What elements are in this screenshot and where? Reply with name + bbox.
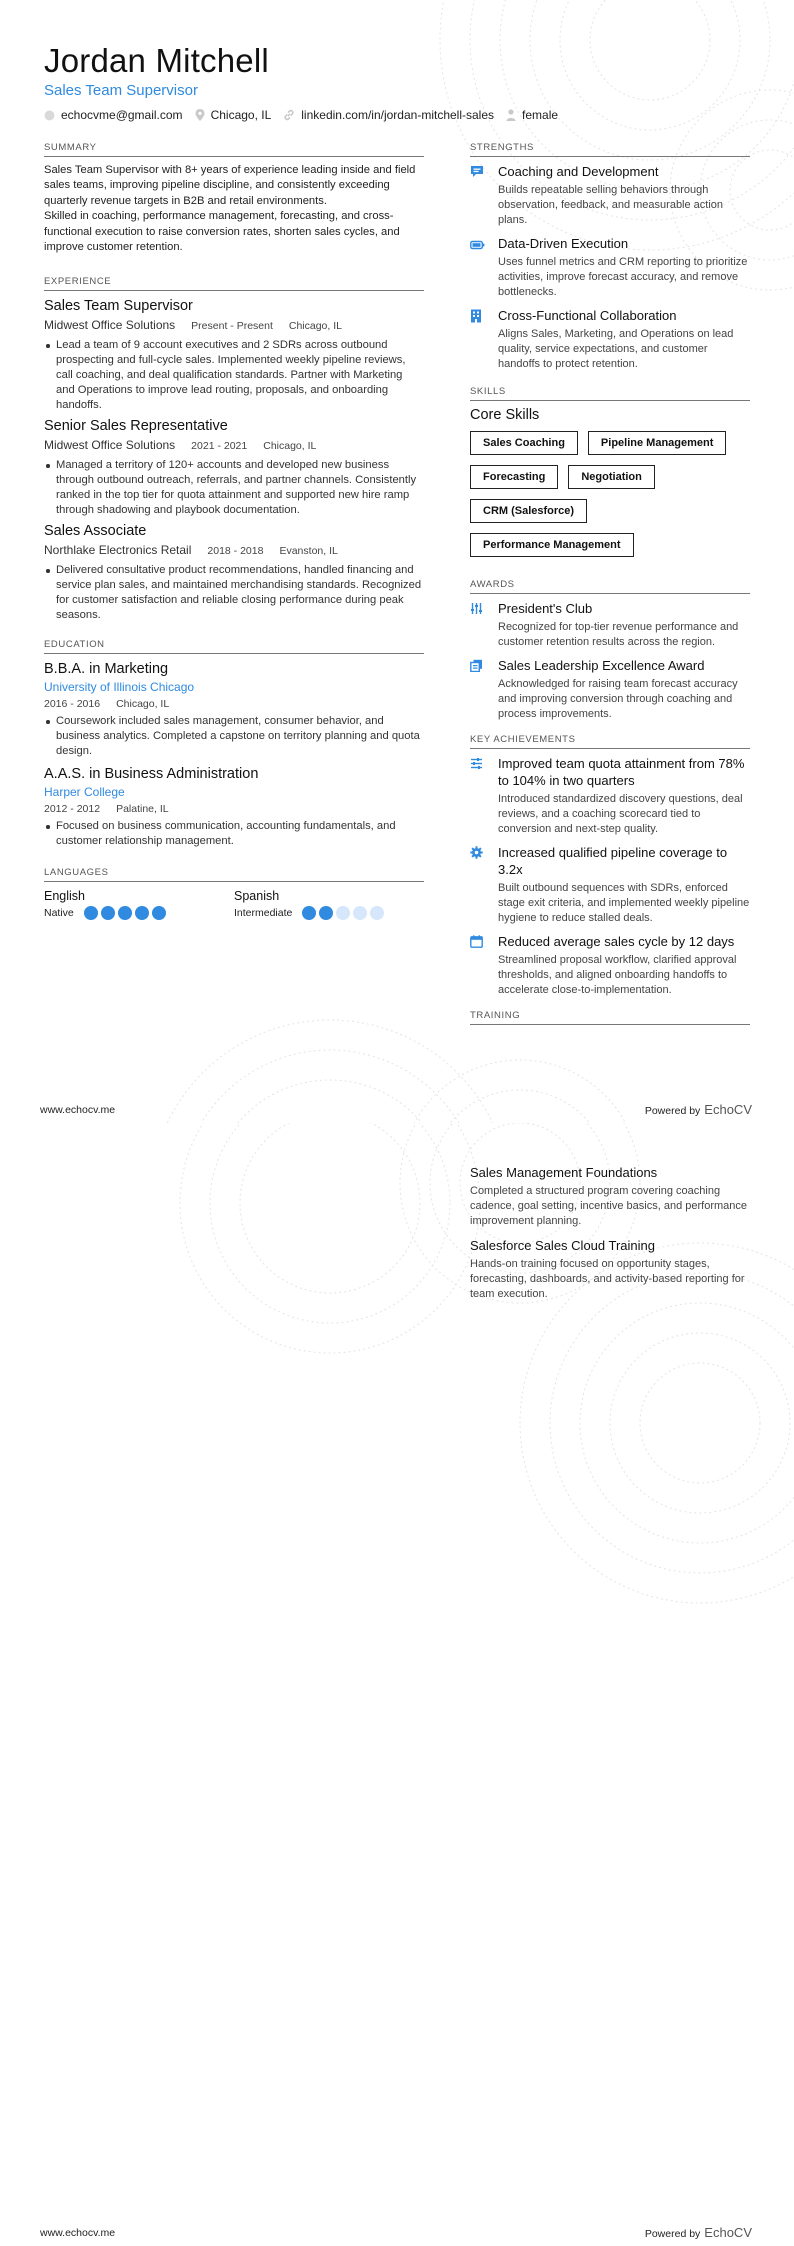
copy-icon [470, 659, 483, 672]
language-name: English [44, 889, 85, 904]
job-meta [44, 318, 424, 334]
education-entry [44, 660, 424, 759]
job-bullets [44, 563, 424, 623]
language-item [44, 888, 234, 920]
job-entry [44, 297, 424, 413]
rating-dot-empty [353, 906, 367, 920]
award-item [470, 600, 750, 650]
education-bullets [44, 819, 424, 849]
strengths-heading: STRENGTHS [470, 142, 750, 157]
job-company: Northlake Electronics Retail [44, 543, 192, 558]
rating-dot-filled [152, 906, 166, 920]
job-title: Senior Sales Representative [44, 418, 228, 435]
education-meta [44, 698, 424, 710]
award-description: Recognized for top-tier revenue performance and customer retention results across the region. [498, 621, 739, 648]
strength-title: Data-Driven Execution [498, 236, 629, 251]
skill-tag: Pipeline Management [588, 431, 726, 455]
skill-tag: Negotiation [568, 465, 655, 489]
language-item [234, 888, 424, 920]
footer-powered-label: Powered by [644, 1105, 701, 1117]
education-dates: 2016 - 2016 [44, 698, 101, 711]
education-location: Palatine, IL [116, 803, 169, 816]
achievement-title: Reduced average sales cycle by 12 days [498, 934, 735, 949]
footer-brand[interactable]: EchoCV [704, 1102, 752, 1117]
rating-dot-empty [336, 906, 350, 920]
achievement-description: Introduced standardized discovery questions, deal reviews, and a coaching scorecard tied to conversion and next-step quality. [498, 793, 743, 835]
job-bullets [44, 458, 424, 518]
education-bullet: Coursework included sales management, consumer behavior, and business analytics. Completed a capstone on territory planning and quota design. [44, 714, 424, 759]
language-rating-row [44, 906, 234, 920]
languages-section [44, 867, 424, 920]
contact-linkedin[interactable] [283, 108, 494, 122]
achievements-heading: KEY ACHIEVEMENTS [470, 734, 750, 749]
summary-paragraph: Sales Team Supervisor with 8+ years of experience leading inside and field sales teams, improving pipeline discipline, and consistently exceeding quarterly revenue targets in B2B and retail environments. [44, 164, 416, 207]
job-location: Chicago, IL [263, 440, 317, 453]
job-bullet: Lead a team of 9 account executives and 2 SDRs across outbound prospecting and full-cycle sales. Implemented weekly pipeline reviews, call coaching, and deal qualification standards. Partner with Marketing and Operations to improve lead routing, proposals, and onboarding handoffs. [44, 338, 424, 413]
rating-dot-filled [135, 906, 149, 920]
strength-item [470, 307, 750, 372]
strength-description: Builds repeatable selling behaviors through observation, feedback, and measurable action plans. [498, 184, 724, 226]
contact-gender [506, 108, 558, 122]
language-name: Spanish [234, 889, 280, 904]
job-dates: 2018 - 2018 [207, 545, 264, 558]
job-bullets [44, 338, 424, 413]
footer-brand[interactable]: EchoCV [704, 2225, 752, 2240]
achievement-description: Built outbound sequences with SDRs, enforced stage exit criteria, and implemented weekly pipeline hygiene to reduce stalled deals. [498, 882, 750, 924]
strength-description: Uses funnel metrics and CRM reporting to prioritize activities, improve forecast accuracy, and remove bottlenecks. [498, 256, 748, 298]
job-location: Evanston, IL [279, 545, 338, 558]
gear-icon [470, 846, 483, 859]
language-rating-dots [302, 906, 387, 920]
footer-website[interactable]: www.echocv.me [40, 1104, 116, 1116]
summary-paragraph: Skilled in coaching, performance management, forecasting, and cross-functional execution to raise conversion rates, shorten sales cycles, and improve customer retention. [44, 210, 400, 254]
link-icon [283, 109, 295, 121]
job-title: Sales Team Supervisor [44, 298, 193, 315]
job-dates: 2021 - 2021 [191, 440, 248, 453]
achievements-section [470, 734, 750, 998]
training-item [470, 1164, 750, 1229]
job-title: Sales Associate [44, 523, 147, 540]
skills-tags [470, 431, 750, 567]
rating-dot-filled [302, 906, 316, 920]
rating-dot-filled [84, 906, 98, 920]
education-meta [44, 803, 424, 815]
training-title: Salesforce Sales Cloud Training [470, 1238, 655, 1253]
skill-tag: Performance Management [470, 533, 634, 557]
strength-title: Cross-Functional Collaboration [498, 308, 677, 323]
language-level: Intermediate [234, 907, 293, 920]
job-meta [44, 438, 424, 454]
sliders-icon [470, 602, 483, 615]
award-title: President's Club [498, 601, 593, 616]
training-heading: TRAINING [470, 1010, 750, 1025]
languages-heading: LANGUAGES [44, 867, 424, 882]
email-icon [44, 110, 55, 121]
contact-email[interactable] [44, 108, 183, 122]
skills-section [470, 386, 750, 567]
rating-dot-filled [118, 906, 132, 920]
job-location: Chicago, IL [288, 320, 342, 333]
battery-icon [470, 240, 485, 250]
contact-email-text: echocvme@gmail.com [61, 108, 183, 122]
education-bullets [44, 714, 424, 759]
training-section-heading-block [470, 1010, 750, 1025]
skills-group-title: Core Skills [470, 407, 540, 423]
rating-dot-empty [370, 906, 384, 920]
education-degree: A.A.S. in Business Administration [44, 766, 259, 783]
achievement-item [470, 844, 750, 926]
skills-heading: SKILLS [470, 386, 750, 401]
job-bullet: Delivered consultative product recommendations, handled financing and service plan sales, and maintained merchandising standards. Recognized for customer satisfaction and reliable closing performance during peak seasons. [44, 563, 424, 623]
contact-bar [44, 108, 570, 122]
contact-location-text: Chicago, IL [210, 108, 272, 122]
rating-dot-filled [101, 906, 115, 920]
contact-gender-text: female [522, 108, 559, 122]
achievement-title: Improved team quota attainment from 78% to 104% in two quarters [498, 756, 745, 788]
education-location: Chicago, IL [116, 698, 170, 711]
education-section [44, 639, 424, 849]
education-school[interactable]: University of Illinois Chicago [44, 680, 195, 695]
award-description: Acknowledged for raising team forecast accuracy and improving conversion through coaching and process improvements. [498, 678, 738, 720]
experience-section [44, 276, 424, 623]
left-column [44, 142, 424, 920]
footer-powered-by [645, 2225, 752, 2240]
skill-tag: Forecasting [470, 465, 558, 489]
contact-location [195, 108, 272, 122]
job-company: Midwest Office Solutions [44, 438, 176, 453]
job-bullet: Managed a territory of 120+ accounts and developed new business through outbound outreach, referrals, and partner channels. Consistently ranked in the top tier for quota attainment and supported new hire ramp through shadowing and playbook documentation. [44, 458, 424, 518]
achievement-item [470, 933, 750, 998]
job-entry [44, 522, 424, 623]
rating-dot-filled [319, 906, 333, 920]
right-column [470, 142, 750, 1031]
strength-description: Aligns Sales, Marketing, and Operations on lead quality, service expectations, and customer handoffs to protect retention. [498, 328, 734, 370]
languages-list [44, 888, 424, 920]
job-meta [44, 543, 424, 559]
calendar-icon [470, 935, 483, 948]
person-icon [506, 109, 516, 121]
awards-section [470, 579, 750, 722]
strength-item [470, 163, 750, 228]
language-level: Native [44, 907, 74, 920]
education-dates: 2012 - 2012 [44, 803, 101, 816]
job-entry [44, 417, 424, 518]
education-entry [44, 765, 424, 849]
strengths-section [470, 142, 750, 372]
skill-tag: CRM (Salesforce) [470, 499, 587, 523]
award-title: Sales Leadership Excellence Award [498, 658, 705, 673]
awards-heading: AWARDS [470, 579, 750, 594]
candidate-name: Jordan Mitchell [44, 42, 269, 79]
training-description: Hands-on training focused on opportunity stages, forecasting, dashboards, and activity-based reporting for team execution. [470, 1258, 745, 1300]
experience-heading: EXPERIENCE [44, 276, 424, 291]
footer-powered-by [645, 1102, 752, 1117]
education-heading: EDUCATION [44, 639, 424, 654]
award-item [470, 657, 750, 722]
sliders-icon [470, 757, 483, 770]
achievement-item [470, 755, 750, 837]
education-degree: B.B.A. in Marketing [44, 661, 169, 678]
candidate-headline: Sales Team Supervisor [44, 82, 198, 99]
footer-powered-label: Powered by [644, 2228, 701, 2240]
training-section [470, 1164, 750, 1310]
skill-tag: Sales Coaching [470, 431, 578, 455]
achievement-description: Streamlined proposal workflow, clarified approval thresholds, and aligned onboarding handoffs to accelerate close-to-implementation. [498, 954, 737, 996]
strength-item [470, 235, 750, 300]
location-pin-icon [195, 109, 205, 121]
job-company: Midwest Office Solutions [44, 318, 176, 333]
summary-heading: SUMMARY [44, 142, 424, 157]
contact-linkedin-text: linkedin.com/in/jordan-mitchell-sales [301, 108, 495, 122]
training-description: Completed a structured program covering coaching cadence, goal setting, incentive basics, and performance improvement planning. [470, 1185, 747, 1227]
language-rating-dots [84, 906, 169, 920]
language-rating-row [234, 906, 424, 920]
footer-website[interactable]: www.echocv.me [40, 2227, 116, 2239]
building-icon [470, 309, 482, 323]
chat-bubble-icon [470, 165, 484, 178]
resume-page-2 [0, 1123, 794, 2246]
education-school[interactable]: Harper College [44, 785, 125, 800]
job-dates: Present - Present [191, 320, 273, 333]
summary-section [44, 142, 424, 255]
education-bullet: Focused on business communication, accounting fundamentals, and customer relationship management. [44, 819, 424, 849]
achievement-title: Increased qualified pipeline coverage to 3.2x [498, 845, 728, 877]
strength-title: Coaching and Development [498, 164, 659, 179]
training-title: Sales Management Foundations [470, 1165, 658, 1180]
training-item [470, 1237, 750, 1302]
